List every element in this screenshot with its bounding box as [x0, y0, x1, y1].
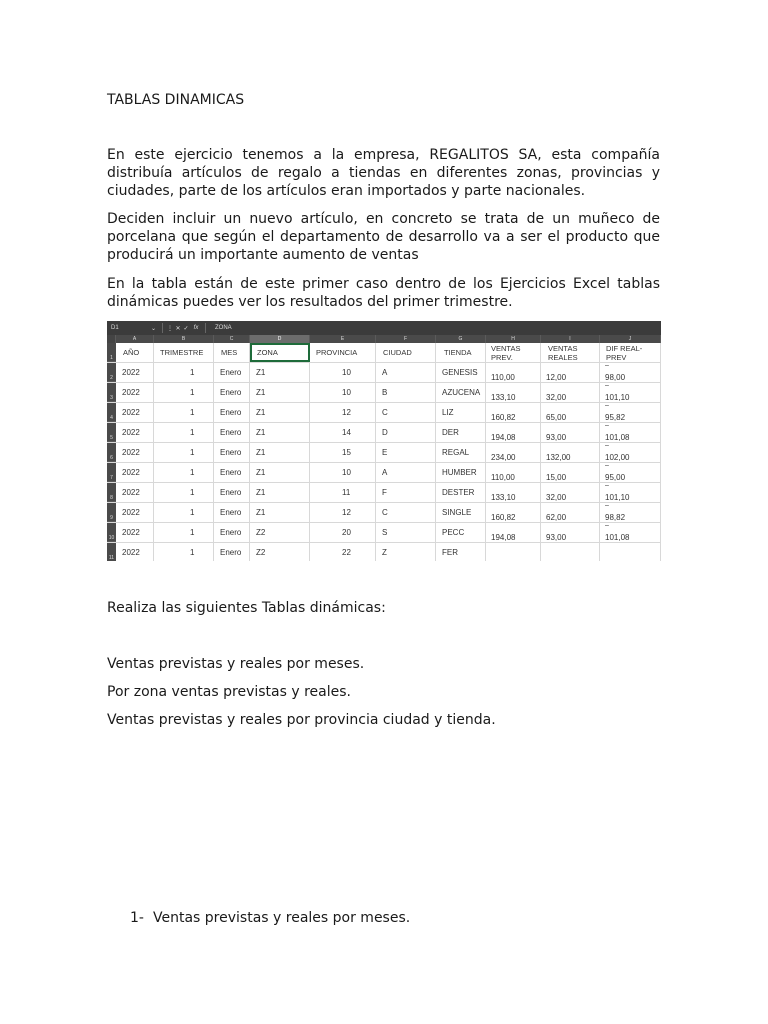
- cell-value: 2022: [122, 468, 140, 477]
- task-item-2: Por zona ventas previstas y reales.: [107, 684, 351, 700]
- dash-mark: –: [605, 402, 609, 409]
- cell-value: LIZ: [442, 408, 454, 417]
- cell-value: Z1: [256, 468, 266, 477]
- cell-value: 1: [190, 508, 195, 517]
- cell-value: 101,10: [605, 493, 630, 502]
- header-row: [107, 343, 661, 363]
- cell-value: Z2: [256, 528, 266, 537]
- header-cell: [376, 343, 436, 362]
- row-number: 10: [107, 523, 116, 542]
- header-label: DIF REAL-PREV: [606, 344, 643, 362]
- cell-value: 1: [190, 448, 195, 457]
- data-cell: [154, 403, 214, 422]
- table-row: [107, 463, 661, 483]
- cell-value: S: [382, 528, 388, 537]
- cell-value: Z1: [256, 428, 266, 437]
- data-cell: [486, 543, 541, 561]
- column-letter-d: D: [250, 335, 310, 343]
- data-cell: [116, 503, 154, 522]
- header-label: PROVINCIA: [316, 348, 358, 357]
- cell-value: 32,00: [546, 393, 567, 402]
- cell-value: Z1: [256, 388, 266, 397]
- cell-value: 101,08: [605, 533, 630, 542]
- cell-value: 11: [342, 488, 351, 497]
- cell-value: Enero: [220, 448, 242, 457]
- data-cell: [486, 523, 541, 542]
- column-letter-j: J: [600, 335, 661, 343]
- data-cell: [436, 503, 486, 522]
- cell-value: 98,82: [605, 513, 626, 522]
- formula-bar: [107, 321, 661, 335]
- data-cell: [486, 423, 541, 442]
- data-cell: [214, 543, 250, 561]
- data-cell: [250, 503, 310, 522]
- data-cell: [436, 383, 486, 402]
- data-cell: [486, 483, 541, 502]
- dash-mark: –: [605, 422, 609, 429]
- cell-value: 65,00: [546, 413, 567, 422]
- data-cell: [376, 363, 436, 382]
- cell-value: HUMBER: [442, 468, 477, 477]
- cell-value: A: [382, 468, 388, 477]
- table-row: [107, 363, 661, 383]
- data-cell: [541, 463, 600, 482]
- cell-value: 234,00: [491, 453, 516, 462]
- cancel-icon: ✕: [175, 325, 181, 332]
- data-cell: [436, 543, 486, 561]
- cell-value: 20: [342, 528, 351, 537]
- data-cell: [600, 383, 661, 402]
- data-grid: [107, 343, 661, 561]
- cell-value: 2022: [122, 508, 140, 517]
- cell-value: Z2: [256, 548, 266, 557]
- data-cell: [310, 483, 376, 502]
- function-icon: fx: [193, 325, 199, 331]
- data-cell: [116, 363, 154, 382]
- cell-value: 102,00: [605, 453, 630, 462]
- header-cell: [600, 343, 661, 362]
- numbered-item-1: [130, 909, 630, 927]
- data-cell: [310, 363, 376, 382]
- data-cell: [376, 443, 436, 462]
- data-cell: [250, 363, 310, 382]
- data-cell: [154, 483, 214, 502]
- dash-mark: –: [605, 522, 609, 529]
- table-row: [107, 383, 661, 403]
- intro-paragraph-1: En este ejercicio tenemos a la empresa, REGALITOS SA, esta compañía distribuía artículos de regalo a tiendas en diferentes zonas, provincias y ciudades, parte de los artículos eran importados y parte nacionales.: [107, 147, 660, 199]
- header-label: MES: [221, 348, 238, 357]
- cell-value: 10: [342, 388, 351, 397]
- cell-value: 1: [190, 368, 195, 377]
- header-cell: [214, 343, 250, 362]
- data-cell: [600, 443, 661, 462]
- data-cell: [214, 523, 250, 542]
- cell-value: 2022: [122, 388, 140, 397]
- tasks-intro: Realiza las siguientes Tablas dinámicas:: [107, 600, 386, 616]
- data-cell: [116, 443, 154, 462]
- cell-value: 2022: [122, 448, 140, 457]
- cell-value: 1: [190, 428, 195, 437]
- cell-value: 160,82: [491, 413, 516, 422]
- data-cell: [436, 483, 486, 502]
- header-label: ZONA: [257, 348, 278, 357]
- data-cell: [154, 523, 214, 542]
- row-number: 6: [107, 443, 116, 462]
- table-row: [107, 483, 661, 503]
- header-cell: [116, 343, 154, 362]
- cell-value: Z1: [256, 448, 266, 457]
- data-cell: [541, 383, 600, 402]
- data-cell: [214, 423, 250, 442]
- column-letter-i: I: [541, 335, 600, 343]
- chevron-down-icon: ⌄: [151, 325, 157, 332]
- data-cell: [486, 463, 541, 482]
- data-cell: [214, 503, 250, 522]
- header-label: VENTAS REALES: [548, 344, 578, 362]
- dash-mark: –: [605, 362, 609, 369]
- cell-value: Enero: [220, 408, 242, 417]
- cell-value: DER: [442, 428, 459, 437]
- cell-value: D: [382, 428, 388, 437]
- intro-paragraph-2: Deciden incluir un nuevo artículo, en concreto se trata de un muñeco de porcelana que según el departamento de desarrollo va a ser el producto que producirá un importante aumento de ventas: [107, 211, 660, 263]
- cell-value: GENESIS: [442, 368, 478, 377]
- cell-value: SINGLE: [442, 508, 472, 517]
- header-label: TRIMESTRE: [160, 348, 204, 357]
- data-cell: [376, 423, 436, 442]
- dash-mark: –: [605, 502, 609, 509]
- data-cell: [376, 403, 436, 422]
- list-text: Ventas previstas y reales por meses.: [153, 910, 411, 926]
- cell-value: 2022: [122, 528, 140, 537]
- cell-value: PECC: [442, 528, 465, 537]
- cell-value: C: [382, 508, 388, 517]
- cell-value: C: [382, 408, 388, 417]
- cell-value: Z1: [256, 508, 266, 517]
- cell-value: A: [382, 368, 388, 377]
- data-cell: [116, 523, 154, 542]
- spreadsheet-screenshot: [107, 321, 661, 561]
- data-cell: [376, 483, 436, 502]
- column-letter-f: F: [376, 335, 436, 343]
- data-cell: [214, 403, 250, 422]
- cell-value: 2022: [122, 488, 140, 497]
- cell-value: Enero: [220, 368, 242, 377]
- cell-value: Enero: [220, 528, 242, 537]
- table-row: [107, 503, 661, 523]
- cell-value: 101,10: [605, 393, 630, 402]
- header-cell: [541, 343, 600, 362]
- data-cell: [154, 503, 214, 522]
- data-cell: [154, 383, 214, 402]
- data-cell: [310, 443, 376, 462]
- cell-value: 1: [190, 468, 195, 477]
- data-cell: [250, 543, 310, 561]
- data-cell: [116, 463, 154, 482]
- cell-value: DESTER: [442, 488, 475, 497]
- table-row: [107, 543, 661, 561]
- data-cell: [310, 503, 376, 522]
- cell-value: 22: [342, 548, 351, 557]
- cell-value: 12,00: [546, 373, 567, 382]
- row-number: 2: [107, 363, 116, 382]
- cell-value: 132,00: [546, 453, 571, 462]
- data-cell: [376, 523, 436, 542]
- data-cell: [376, 383, 436, 402]
- data-cell: [250, 523, 310, 542]
- dash-mark: –: [605, 442, 609, 449]
- cell-value: 12: [342, 508, 351, 517]
- data-cell: [486, 383, 541, 402]
- cell-value: 62,00: [546, 513, 567, 522]
- data-cell: [250, 403, 310, 422]
- data-cell: [541, 403, 600, 422]
- cell-value: Enero: [220, 388, 242, 397]
- page-heading: TABLAS DINAMICAS: [107, 92, 245, 108]
- data-cell: [436, 363, 486, 382]
- cell-value: 1: [190, 528, 195, 537]
- column-letter-a: A: [116, 335, 154, 343]
- data-cell: [154, 363, 214, 382]
- data-cell: [600, 423, 661, 442]
- data-cell: [154, 423, 214, 442]
- cell-value: 1: [190, 408, 195, 417]
- more-icon: ⋮: [167, 325, 173, 332]
- cell-value: 2022: [122, 548, 140, 557]
- cell-value: 93,00: [546, 533, 567, 542]
- task-item-3: Ventas previstas y reales por provincia ciudad y tienda.: [107, 712, 496, 728]
- data-cell: [541, 363, 600, 382]
- name-box: D1: [111, 325, 119, 331]
- cell-value: 133,10: [491, 493, 516, 502]
- row-number: 5: [107, 423, 116, 442]
- data-cell: [250, 423, 310, 442]
- column-letter-e: E: [310, 335, 376, 343]
- cell-value: 2022: [122, 368, 140, 377]
- data-cell: [214, 363, 250, 382]
- data-cell: [310, 463, 376, 482]
- data-cell: [600, 363, 661, 382]
- cell-value: FER: [442, 548, 458, 557]
- data-cell: [116, 483, 154, 502]
- data-cell: [600, 403, 661, 422]
- column-letter-b: B: [154, 335, 214, 343]
- data-cell: [250, 483, 310, 502]
- cell-value: 1: [190, 388, 195, 397]
- row-number: 9: [107, 503, 116, 522]
- data-cell: [600, 503, 661, 522]
- cell-value: 2022: [122, 428, 140, 437]
- data-cell: [214, 463, 250, 482]
- cell-value: F: [382, 488, 387, 497]
- data-cell: [436, 463, 486, 482]
- cell-value: 95,00: [605, 473, 626, 482]
- data-cell: [154, 443, 214, 462]
- data-cell: [116, 543, 154, 561]
- cell-value: Z1: [256, 408, 266, 417]
- cell-value: 10: [342, 368, 351, 377]
- data-cell: [250, 383, 310, 402]
- intro-paragraph-3: En la tabla están de este primer caso dentro de los Ejercicios Excel tablas dinámicas puedes ver los resultados del primer trimestre.: [107, 276, 660, 310]
- cell-value: Z1: [256, 488, 266, 497]
- data-cell: [310, 403, 376, 422]
- cell-value: 110,00: [491, 373, 515, 382]
- cell-value: Enero: [220, 508, 242, 517]
- cell-value: 32,00: [546, 493, 567, 502]
- cell-value: Enero: [220, 428, 242, 437]
- cell-value: 14: [342, 428, 351, 437]
- row-number: 8: [107, 483, 116, 502]
- table-row: [107, 423, 661, 443]
- table-row: [107, 403, 661, 423]
- cell-value: 1: [190, 548, 195, 557]
- cell-value: Enero: [220, 548, 242, 557]
- row-number: 11: [107, 543, 116, 561]
- dash-mark: –: [605, 482, 609, 489]
- data-cell: [541, 483, 600, 502]
- data-cell: [154, 463, 214, 482]
- data-cell: [250, 443, 310, 462]
- data-cell: [436, 443, 486, 462]
- header-cell: [436, 343, 486, 362]
- column-letter-g: G: [436, 335, 486, 343]
- header-label: VENTAS PREV.: [491, 344, 521, 362]
- header-cell: [310, 343, 376, 362]
- data-cell: [486, 363, 541, 382]
- cell-value: Z1: [256, 368, 266, 377]
- header-cell: [486, 343, 541, 362]
- cell-value: 12: [342, 408, 351, 417]
- data-cell: [214, 383, 250, 402]
- data-cell: [541, 503, 600, 522]
- data-cell: [436, 523, 486, 542]
- data-cell: [436, 423, 486, 442]
- data-cell: [310, 543, 376, 561]
- cell-value: AZUCENA: [442, 388, 481, 397]
- check-icon: ✓: [183, 325, 189, 332]
- cell-value: 133,10: [491, 393, 516, 402]
- data-cell: [376, 463, 436, 482]
- cell-value: 10: [342, 468, 351, 477]
- header-label: AÑO: [123, 348, 140, 357]
- header-cell: [154, 343, 214, 362]
- column-headers: [107, 335, 661, 343]
- table-row: [107, 443, 661, 463]
- cell-value: Enero: [220, 468, 242, 477]
- cell-value: 1: [190, 488, 195, 497]
- list-number: 1-: [130, 910, 144, 926]
- data-cell: [541, 523, 600, 542]
- data-cell: [376, 503, 436, 522]
- cell-value: 101,08: [605, 433, 630, 442]
- header-cell: [250, 343, 310, 362]
- data-cell: [486, 443, 541, 462]
- cell-value: Enero: [220, 488, 242, 497]
- cell-value: 15,00: [546, 473, 567, 482]
- cell-value: REGAL: [442, 448, 470, 457]
- data-cell: [486, 503, 541, 522]
- cell-value: Z: [382, 548, 387, 557]
- data-cell: [541, 543, 600, 561]
- cell-value: 93,00: [546, 433, 567, 442]
- cell-value: 15: [342, 448, 351, 457]
- cell-value: 2022: [122, 408, 140, 417]
- cell-value: 160,82: [491, 513, 516, 522]
- data-cell: [310, 523, 376, 542]
- data-cell: [310, 383, 376, 402]
- data-cell: [116, 403, 154, 422]
- cell-value: 194,08: [491, 533, 516, 542]
- cell-value: 110,00: [491, 473, 515, 482]
- row-number: 7: [107, 463, 116, 482]
- row-number: 1: [107, 343, 116, 362]
- cell-value: E: [382, 448, 388, 457]
- data-cell: [600, 523, 661, 542]
- data-cell: [541, 423, 600, 442]
- data-cell: [436, 403, 486, 422]
- cell-value: B: [382, 388, 388, 397]
- formula-content: ZONA: [215, 325, 232, 331]
- task-item-1: Ventas previstas y reales por meses.: [107, 656, 365, 672]
- column-letter-c: C: [214, 335, 250, 343]
- data-cell: [310, 423, 376, 442]
- cell-value: 194,08: [491, 433, 516, 442]
- data-cell: [116, 383, 154, 402]
- data-cell: [116, 423, 154, 442]
- data-cell: [214, 443, 250, 462]
- dash-mark: –: [605, 462, 609, 469]
- header-label: TIENDA: [444, 348, 472, 357]
- data-cell: [541, 443, 600, 462]
- data-cell: [376, 543, 436, 561]
- header-label: CIUDAD: [383, 348, 412, 357]
- column-letter-h: H: [486, 335, 541, 343]
- data-cell: [600, 483, 661, 502]
- data-cell: [214, 483, 250, 502]
- data-cell: [250, 463, 310, 482]
- table-row: [107, 523, 661, 543]
- data-cell: [600, 543, 661, 561]
- cell-value: 98,00: [605, 373, 626, 382]
- data-cell: [600, 463, 661, 482]
- row-number: 3: [107, 383, 116, 402]
- data-cell: [154, 543, 214, 561]
- cell-value: 95,82: [605, 413, 626, 422]
- select-all-corner: [107, 335, 116, 343]
- data-cell: [486, 403, 541, 422]
- row-number: 4: [107, 403, 116, 422]
- dash-mark: –: [605, 382, 609, 389]
